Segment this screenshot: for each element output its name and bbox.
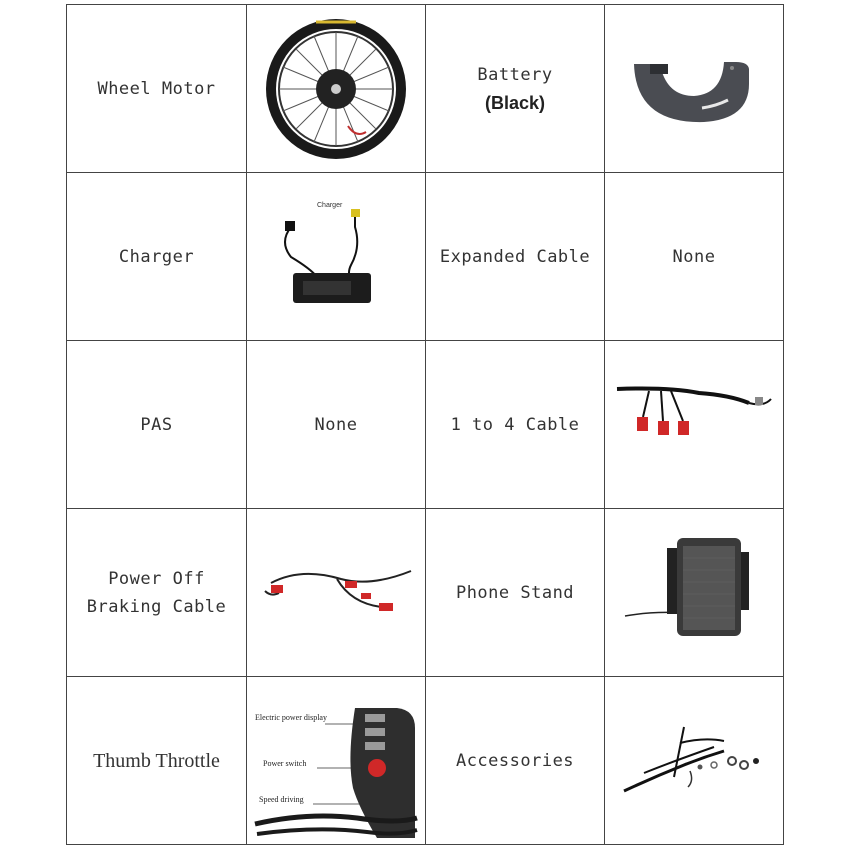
cell-one-to-four-cable-label: [426, 341, 605, 509]
cell-expanded-cable-image: [605, 173, 784, 341]
phone-stand-image: [619, 538, 769, 648]
pas-none: None: [314, 414, 358, 435]
battery-color-label: (Black): [484, 92, 546, 113]
cell-phone-stand-image: [605, 509, 784, 677]
cell-one-to-four-cable-image: [605, 341, 784, 509]
cell-battery-image: [605, 5, 784, 173]
cell-pas-image: [247, 341, 426, 509]
cell-thumb-throttle-image: [247, 677, 426, 845]
cell-braking-cable-image: [247, 509, 426, 677]
phone-stand-label: Phone Stand: [455, 582, 575, 603]
cell-accessories-label: [426, 677, 605, 845]
one-to-four-cable-label: 1 to 4 Cable: [450, 414, 580, 435]
cell-wheel-motor-label: [67, 5, 247, 173]
callout-power-display: Electric power display: [254, 712, 327, 722]
charger-label: Charger: [118, 246, 195, 267]
one-to-four-cable-image: [609, 377, 779, 467]
expanded-cable-none: None: [672, 246, 716, 267]
accessories-label: Accessories: [455, 750, 575, 771]
cell-battery-label: [426, 5, 605, 173]
callout-speed-driving: Speed driving: [258, 794, 304, 804]
callout-power-switch: Power switch: [262, 758, 306, 768]
cell-accessories-image: [605, 677, 784, 845]
battery-image: [624, 44, 764, 134]
cell-thumb-throttle-label: [67, 677, 247, 845]
thumb-throttle-image: [247, 678, 426, 844]
cell-phone-stand-label: [426, 509, 605, 677]
accessories-image: [614, 721, 774, 801]
thumb-throttle-label: Thumb Throttle: [93, 749, 220, 772]
cell-pas-label: [67, 341, 247, 509]
cell-charger-image: [247, 173, 426, 341]
charger-caption: Charger: [317, 201, 343, 209]
expanded-cable-label: Expanded Cable: [439, 246, 591, 267]
cell-braking-cable-label: [67, 509, 247, 677]
wheel-motor-label: Wheel Motor: [97, 78, 216, 99]
cell-wheel-motor-image: [247, 5, 426, 173]
braking-cable-label: Power Off Braking Cable: [86, 568, 227, 617]
cell-charger-label: [67, 173, 247, 341]
wheel-motor-image: [256, 14, 416, 164]
pas-label: PAS: [140, 414, 173, 435]
charger-image: [251, 197, 421, 317]
battery-label: Battery: [477, 64, 553, 85]
cell-expanded-cable-label: [426, 173, 605, 341]
braking-cable-image: [251, 563, 421, 623]
product-table: [66, 4, 784, 845]
